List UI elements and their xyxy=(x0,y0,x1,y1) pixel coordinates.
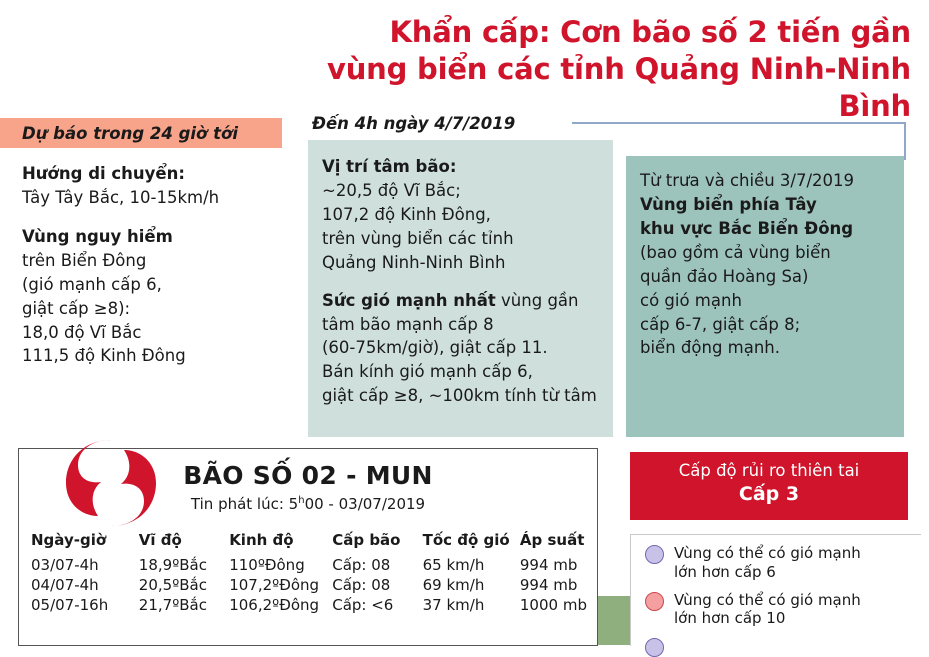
page-title-line2: vùng biển các tỉnh Quảng Ninh-Ninh Bình xyxy=(326,52,911,124)
cell-1-5: 994 mb xyxy=(519,576,578,594)
cell-2-4: 37 km/h xyxy=(422,596,485,614)
col-header-2: Kinh độ xyxy=(229,531,294,549)
cell-1-2: 107,2ºĐông xyxy=(229,576,320,594)
map-fragment xyxy=(596,596,630,645)
position-label: Vị trí tâm bão: xyxy=(322,157,457,176)
cell-0-4: 65 km/h xyxy=(422,556,485,574)
right-bold-1: Vùng biển phía Tây xyxy=(640,194,817,214)
storm-subtitle-sup: h xyxy=(298,495,305,506)
forecast-banner xyxy=(0,118,282,148)
legend-item-0 xyxy=(631,535,921,582)
risk-level-box xyxy=(630,452,908,520)
legend-item-1 xyxy=(631,582,921,629)
cell-1-3: Cấp: 08 xyxy=(332,576,391,594)
legend-label-1 xyxy=(674,591,861,629)
direction-value: Tây Tây Bắc, 10-15km/h xyxy=(22,187,220,207)
left-info-block xyxy=(22,162,292,368)
center-date-label: Đến 4h ngày 4/7/2019 xyxy=(312,114,516,133)
storm-subtitle-pre: Tin phát lúc: 5 xyxy=(190,495,299,513)
cell-0-3: Cấp: 08 xyxy=(332,556,391,574)
col-header-5: Áp suất xyxy=(519,531,585,549)
legend-label-0-line1: Vùng có thể có gió mạnh xyxy=(674,544,861,562)
right-line-1: Từ trưa và chiều 3/7/2019 xyxy=(640,171,855,190)
cell-0-1: 18,9ºBắc xyxy=(138,556,207,574)
cell-2-3: Cấp: <6 xyxy=(332,596,394,614)
legend-label-0 xyxy=(674,544,861,582)
cell-1-0: 04/07-4h xyxy=(31,576,99,594)
legend-swatch-icon-0 xyxy=(645,545,664,564)
cell-2-0: 05/07-16h xyxy=(31,596,109,614)
position-line-1: 107,2 độ Kinh Đông, xyxy=(322,204,491,224)
col-header-4: Tốc độ gió xyxy=(422,531,510,549)
cell-0-2: 110ºĐông xyxy=(229,556,305,574)
wind-line-0: tâm bão mạnh cấp 8 xyxy=(322,314,494,334)
storm-table xyxy=(31,529,587,615)
wind-label: Sức gió mạnh nhất xyxy=(322,290,496,310)
right-line-4: có gió mạnh xyxy=(640,290,742,310)
storm-subtitle-post: 00 - 03/07/2019 xyxy=(304,495,426,513)
cyclone-icon xyxy=(60,432,162,534)
center-info-panel xyxy=(308,140,613,437)
legend-label-0-line2: lớn hơn cấp 6 xyxy=(674,562,776,581)
danger-line-0: trên Biển Đông xyxy=(22,250,147,270)
legend-label-1-line1: Vùng có thể có gió mạnh xyxy=(674,590,861,609)
danger-line-2: giật cấp ≥8): xyxy=(22,298,131,318)
legend-label-1-line2: lớn hơn cấp 10 xyxy=(674,609,786,628)
right-line-2: (bao gồm cả vùng biển xyxy=(640,242,831,262)
danger-line-4: 111,5 độ Kinh Đông xyxy=(22,346,186,366)
danger-line-3: 18,0 độ Vĩ Bắc xyxy=(22,322,142,342)
cell-2-1: 21,7ºBắc xyxy=(138,596,207,614)
cell-2-5: 1000 mb xyxy=(519,596,587,614)
position-line-3: Quảng Ninh-Ninh Bình xyxy=(322,252,506,272)
col-header-0: Ngày-giờ xyxy=(31,531,107,549)
right-bold-2: khu vực Bắc Biển Đông xyxy=(640,218,854,238)
danger-label: Vùng nguy hiểm xyxy=(22,226,173,246)
wind-line-3: giật cấp ≥8, ~100km tính từ tâm xyxy=(322,386,597,406)
cell-0-5: 994 mb xyxy=(519,556,578,574)
cell-1-4: 69 km/h xyxy=(422,576,485,594)
legend-swatch-icon-1 xyxy=(645,592,664,611)
page-title xyxy=(291,14,911,125)
cell-2-2: 106,2ºĐông xyxy=(229,596,320,614)
direction-label: Hướng di chuyển: xyxy=(22,164,185,183)
col-header-3: Cấp bão xyxy=(332,531,401,549)
table-row xyxy=(31,595,587,615)
legend-panel xyxy=(630,534,921,646)
danger-line-1: (gió mạnh cấp 6, xyxy=(22,274,162,294)
risk-label: Cấp độ rủi ro thiên tai xyxy=(678,461,860,480)
connector-bracket xyxy=(572,122,906,160)
right-line-6: biển động mạnh. xyxy=(640,338,781,358)
risk-level-value: Cấp 3 xyxy=(738,483,800,505)
wind-line-1: (60-75km/giờ), giật cấp 11. xyxy=(322,338,548,358)
wind-label-rest: vùng gần xyxy=(495,290,579,310)
table-row xyxy=(31,555,587,575)
col-header-1: Vĩ độ xyxy=(138,531,182,549)
storm-title: BÃO SỐ 02 - MUN xyxy=(183,461,433,490)
table-row xyxy=(31,575,587,595)
right-line-5: cấp 6-7, giật cấp 8; xyxy=(640,314,801,334)
right-info-panel xyxy=(626,156,904,437)
wind-line-2: Bán kính gió mạnh cấp 6, xyxy=(322,362,533,382)
right-line-3: quần đảo Hoàng Sa) xyxy=(640,266,809,286)
cell-1-1: 20,5ºBắc xyxy=(138,576,207,594)
page-title-line1: Khẩn cấp: Cơn bão số 2 tiến gần xyxy=(389,15,911,49)
position-line-0: ~20,5 độ Vĩ Bắc; xyxy=(322,180,461,200)
legend-item-2 xyxy=(631,628,921,657)
position-line-2: trên vùng biển các tỉnh xyxy=(322,228,514,248)
cell-0-0: 03/07-4h xyxy=(31,556,99,574)
forecast-banner-label: Dự báo trong 24 giờ tới xyxy=(22,123,239,143)
legend-swatch-icon-2 xyxy=(645,638,664,657)
